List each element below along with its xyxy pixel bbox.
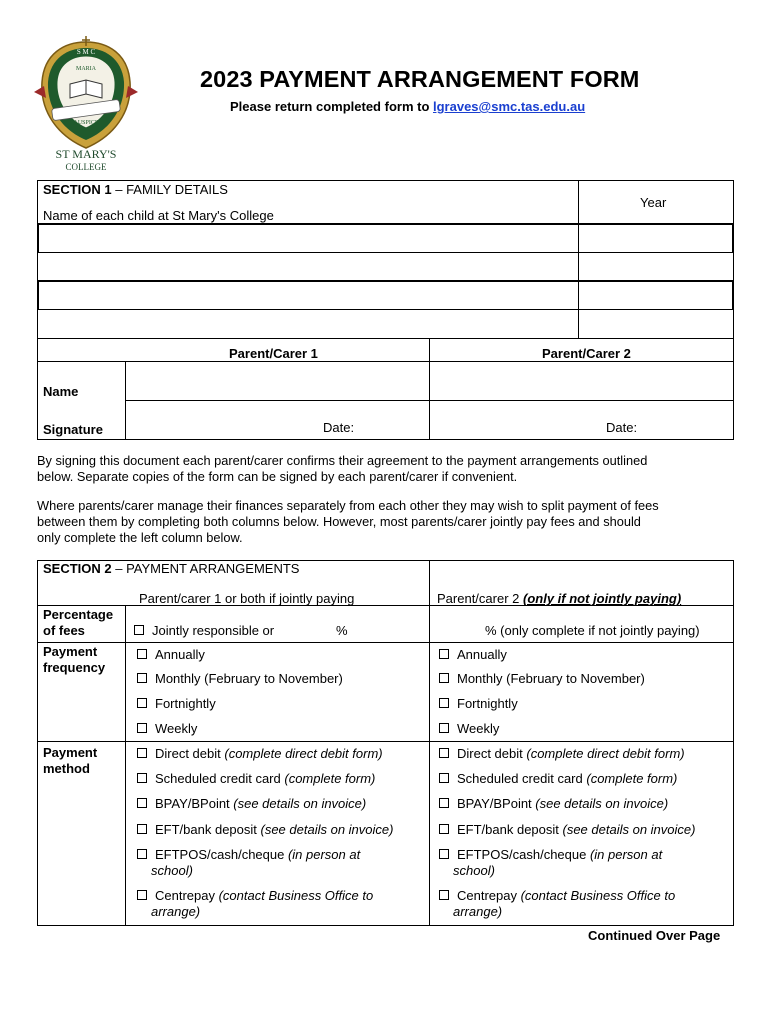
svg-text:COLLEGE: COLLEGE [65, 162, 107, 172]
p1-freq-annually-checkbox[interactable] [137, 649, 147, 659]
p2-eftpos-checkbox[interactable] [439, 849, 449, 859]
p2-freq-weekly[interactable]: Weekly [439, 721, 499, 737]
p2-freq-annually-checkbox[interactable] [439, 649, 449, 659]
p1-freq-monthly[interactable]: Monthly (February to November) [137, 671, 343, 687]
col2-header: Parent/carer 2 (only if not jointly paying) [437, 591, 682, 606]
parent1-percent-sign: % [336, 623, 348, 638]
subtitle-prefix: Please return completed form to [230, 99, 433, 114]
jointly-responsible-checkbox-row[interactable]: Jointly responsible or [134, 623, 274, 639]
parent2-header: Parent/Carer 2 [542, 346, 631, 361]
p2-direct-debit-checkbox[interactable] [439, 748, 449, 758]
p1-bpay-checkbox[interactable] [137, 798, 147, 808]
parent1-signature-field[interactable] [127, 402, 317, 438]
section1-heading: SECTION 1 – FAMILY DETAILS [43, 182, 228, 197]
p1-freq-fortnightly-checkbox[interactable] [137, 698, 147, 708]
p1-centrepay-checkbox[interactable] [137, 890, 147, 900]
child-year-field-4[interactable] [581, 311, 731, 337]
p2-method-eft[interactable]: EFT/bank deposit (see details on invoice) [439, 822, 695, 838]
p1-freq-fortnightly[interactable]: Fortnightly [137, 696, 216, 712]
agreement-paragraph: By signing this document each parent/carer confirms their agreement to the payment arrangements outlined below. Separate copies of the form can be signed by each parent/carer if convenient. [37, 453, 648, 484]
p2-bpay-checkbox[interactable] [439, 798, 449, 808]
parent1-percentage-field[interactable] [290, 621, 334, 639]
signature-label: Signature [43, 422, 103, 437]
payment-frequency-label: Payment frequency [43, 644, 106, 675]
p1-freq-weekly[interactable]: Weekly [137, 721, 197, 737]
p1-method-centrepay[interactable]: Centrepay (contact Business Office to arrange) [137, 888, 373, 920]
parent2-percentage-field[interactable] [436, 621, 482, 639]
svg-text:MARIA: MARIA [75, 66, 97, 72]
parent2-signature-field[interactable] [431, 402, 601, 438]
p2-method-direct-debit[interactable]: Direct debit (complete direct debit form) [439, 746, 685, 762]
p1-direct-debit-checkbox[interactable] [137, 748, 147, 758]
parent2-percent-label: % (only complete if not jointly paying) [485, 623, 700, 638]
p1-eft-checkbox[interactable] [137, 824, 147, 834]
payment-method-label: Payment method [43, 745, 98, 776]
college-logo [30, 36, 142, 176]
parent1-name-field[interactable] [127, 363, 427, 399]
name-label: Name [43, 384, 79, 399]
jointly-checkbox[interactable] [134, 625, 144, 635]
child-year-field-1[interactable] [581, 226, 731, 251]
p2-freq-monthly[interactable]: Monthly (February to November) [439, 671, 645, 687]
parent1-header: Parent/Carer 1 [229, 346, 318, 361]
child-year-field-2[interactable] [581, 254, 731, 279]
child-name-field-2[interactable] [40, 254, 576, 279]
child-name-field-3[interactable] [40, 283, 576, 308]
p1-method-credit-card[interactable]: Scheduled credit card (complete form) [137, 771, 375, 787]
svg-text:S M C: S M C [76, 48, 96, 56]
p2-freq-weekly-checkbox[interactable] [439, 723, 449, 733]
child-name-label: Name of each child at St Mary's College [43, 208, 274, 223]
continued-over-page: Continued Over Page [588, 928, 721, 943]
p1-method-direct-debit[interactable]: Direct debit (complete direct debit form) [137, 746, 383, 762]
year-label: Year [640, 195, 667, 210]
p2-centrepay-checkbox[interactable] [439, 890, 449, 900]
child-name-field-1[interactable] [40, 226, 576, 251]
child-name-field-4[interactable] [40, 311, 576, 337]
p2-method-bpay[interactable]: BPAY/BPoint (see details on invoice) [439, 796, 668, 812]
p1-freq-monthly-checkbox[interactable] [137, 673, 147, 683]
percentage-label: Percentage of fees [43, 607, 114, 638]
p2-method-credit-card[interactable]: Scheduled credit card (complete form) [439, 771, 677, 787]
parent2-name-field[interactable] [431, 363, 731, 399]
split-payment-paragraph: Where parents/carer manage their finances separately from each other they may wish to split payment of fees between them by completing both columns below. However, most parents/carer jointly pay fees and should only complete the left column below. [37, 498, 659, 545]
p2-method-centrepay[interactable]: Centrepay (contact Business Office to arrange) [439, 888, 675, 920]
p1-freq-annually[interactable]: Annually [137, 647, 205, 663]
svg-text:AUSPICE: AUSPICE [73, 120, 99, 126]
col1-header: Parent/carer 1 or both if jointly paying [139, 591, 355, 606]
college-crest-icon [30, 36, 142, 176]
p2-freq-fortnightly[interactable]: Fortnightly [439, 696, 518, 712]
date-label-parent2: Date: [606, 420, 638, 435]
child-year-field-3[interactable] [581, 283, 731, 308]
date-label-parent1: Date: [323, 420, 355, 435]
p2-freq-fortnightly-checkbox[interactable] [439, 698, 449, 708]
p1-credit-card-checkbox[interactable] [137, 773, 147, 783]
form-subtitle [230, 99, 585, 114]
p1-eftpos-checkbox[interactable] [137, 849, 147, 859]
section2-heading: SECTION 2 – PAYMENT ARRANGEMENTS [43, 561, 300, 576]
p1-method-eftpos[interactable]: EFTPOS/cash/cheque (in person at school) [137, 847, 360, 879]
p2-eft-checkbox[interactable] [439, 824, 449, 834]
p2-freq-monthly-checkbox[interactable] [439, 673, 449, 683]
svg-text:ST MARY'S: ST MARY'S [55, 147, 117, 161]
p2-freq-annually[interactable]: Annually [439, 647, 507, 663]
p2-credit-card-checkbox[interactable] [439, 773, 449, 783]
form-title: 2023 PAYMENT ARRANGEMENT FORM [200, 66, 640, 92]
return-email-link[interactable]: lgraves@smc.tas.edu.au [433, 99, 586, 114]
p1-freq-weekly-checkbox[interactable] [137, 723, 147, 733]
p2-method-eftpos[interactable]: EFTPOS/cash/cheque (in person at school) [439, 847, 662, 879]
p1-method-bpay[interactable]: BPAY/BPoint (see details on invoice) [137, 796, 366, 812]
p1-method-eft[interactable]: EFT/bank deposit (see details on invoice) [137, 822, 393, 838]
